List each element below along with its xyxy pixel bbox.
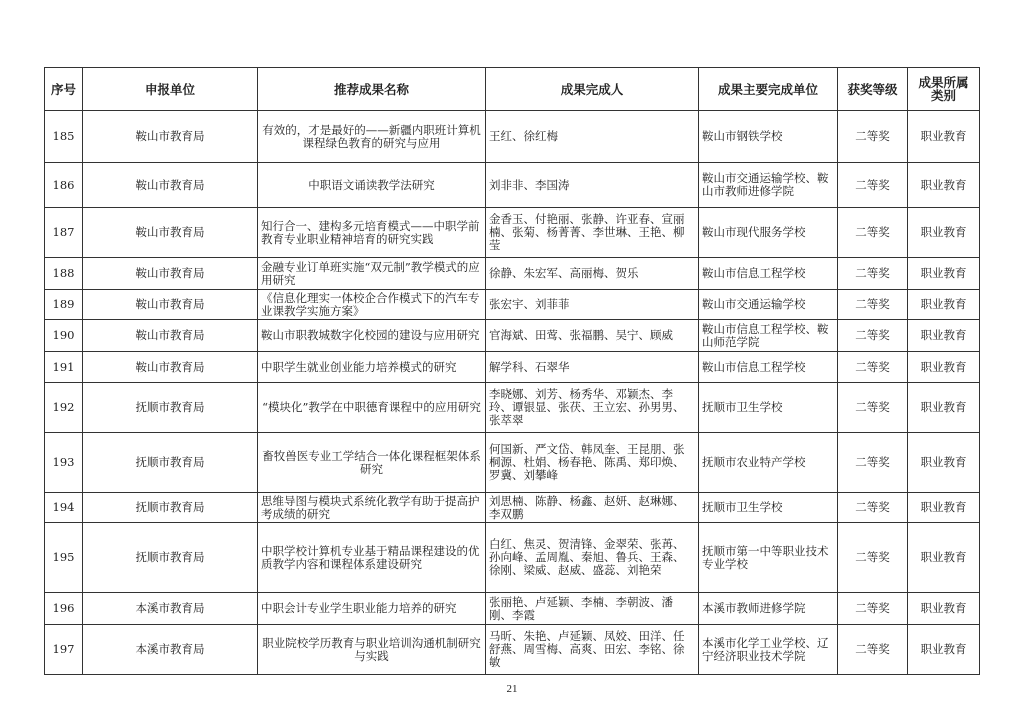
cell-no: 190 bbox=[45, 320, 83, 352]
awards-table bbox=[44, 67, 980, 675]
cell-type: 职业教育 bbox=[908, 320, 980, 352]
cell-level: 二等奖 bbox=[838, 290, 908, 320]
page-number: 21 bbox=[506, 683, 518, 695]
cell-unit: 抚顺市教育局 bbox=[83, 493, 258, 523]
cell-title: 知行合一、建构多元培育模式——中职学前教育专业职业精神培育的研究实践 bbox=[258, 208, 486, 258]
cell-no: 191 bbox=[45, 352, 83, 383]
cell-level: 二等奖 bbox=[838, 163, 908, 208]
cell-title: 鞍山市职教城数字化校园的建设与应用研究 bbox=[258, 320, 486, 352]
table-row bbox=[45, 383, 980, 433]
cell-people: 马昕、朱艳、卢延颖、凤姣、田洋、任舒燕、周雪梅、高爽、田宏、李铭、徐敏 bbox=[486, 625, 699, 675]
cell-title: “模块化”教学在中职德育课程中的应用研究 bbox=[258, 383, 486, 433]
cell-people: 解学科、石翠华 bbox=[486, 352, 699, 383]
header-people: 成果完成人 bbox=[486, 68, 699, 111]
cell-title: 《信息化理实一体校企合作模式下的汽车专业课教学实施方案》 bbox=[258, 290, 486, 320]
cell-people: 刘思楠、陈静、杨鑫、赵妍、赵琳娜、李双鹏 bbox=[486, 493, 699, 523]
cell-org: 抚顺市卫生学校 bbox=[699, 493, 838, 523]
cell-type: 职业教育 bbox=[908, 290, 980, 320]
cell-org: 抚顺市卫生学校 bbox=[699, 383, 838, 433]
cell-no: 197 bbox=[45, 625, 83, 675]
cell-people: 王红、徐红梅 bbox=[486, 111, 699, 163]
cell-title: 中职学生就业创业能力培养模式的研究 bbox=[258, 352, 486, 383]
cell-title: 中职会计专业学生职业能力培养的研究 bbox=[258, 593, 486, 625]
cell-people: 金香玉、付艳丽、张静、许亚春、宣丽楠、张菊、杨菁菁、李世琳、王艳、柳莹 bbox=[486, 208, 699, 258]
cell-org: 鞍山市交通运输学校 bbox=[699, 290, 838, 320]
cell-type: 职业教育 bbox=[908, 625, 980, 675]
cell-org: 鞍山市信息工程学校 bbox=[699, 258, 838, 290]
cell-no: 186 bbox=[45, 163, 83, 208]
cell-type: 职业教育 bbox=[908, 493, 980, 523]
cell-unit: 鞍山市教育局 bbox=[83, 290, 258, 320]
cell-level: 二等奖 bbox=[838, 493, 908, 523]
cell-level: 二等奖 bbox=[838, 352, 908, 383]
header-level: 获奖等级 bbox=[838, 68, 908, 111]
cell-type: 职业教育 bbox=[908, 383, 980, 433]
cell-people: 刘非非、李国涛 bbox=[486, 163, 699, 208]
cell-level: 二等奖 bbox=[838, 208, 908, 258]
cell-unit: 鞍山市教育局 bbox=[83, 320, 258, 352]
cell-type: 职业教育 bbox=[908, 258, 980, 290]
cell-unit: 鞍山市教育局 bbox=[83, 111, 258, 163]
cell-unit: 本溪市教育局 bbox=[83, 593, 258, 625]
cell-unit: 抚顺市教育局 bbox=[83, 433, 258, 493]
cell-level: 二等奖 bbox=[838, 320, 908, 352]
cell-type: 职业教育 bbox=[908, 111, 980, 163]
cell-type: 职业教育 bbox=[908, 593, 980, 625]
table-row bbox=[45, 208, 980, 258]
table-row bbox=[45, 352, 980, 383]
cell-type: 职业教育 bbox=[908, 208, 980, 258]
cell-title: 金融专业订单班实施“双元制”教学模式的应用研究 bbox=[258, 258, 486, 290]
cell-org: 抚顺市第一中等职业技术专业学校 bbox=[699, 523, 838, 593]
cell-unit: 鞍山市教育局 bbox=[83, 258, 258, 290]
cell-title: 职业院校学历教育与职业培训沟通机制研究与实践 bbox=[258, 625, 486, 675]
cell-no: 188 bbox=[45, 258, 83, 290]
header-unit: 申报单位 bbox=[83, 68, 258, 111]
table-row bbox=[45, 593, 980, 625]
cell-people: 李晓娜、刘芳、杨秀华、邓颖杰、李玲、谭银显、张茯、王立宏、孙男男、张萃翠 bbox=[486, 383, 699, 433]
cell-type: 职业教育 bbox=[908, 352, 980, 383]
cell-level: 二等奖 bbox=[838, 593, 908, 625]
cell-no: 195 bbox=[45, 523, 83, 593]
cell-org: 鞍山市交通运输学校、鞍山市教师进修学院 bbox=[699, 163, 838, 208]
cell-org: 鞍山市信息工程学校 bbox=[699, 352, 838, 383]
table-row bbox=[45, 290, 980, 320]
cell-unit: 鞍山市教育局 bbox=[83, 352, 258, 383]
cell-unit: 鞍山市教育局 bbox=[83, 163, 258, 208]
cell-unit: 抚顺市教育局 bbox=[83, 383, 258, 433]
cell-unit: 本溪市教育局 bbox=[83, 625, 258, 675]
cell-level: 二等奖 bbox=[838, 258, 908, 290]
table-row bbox=[45, 320, 980, 352]
cell-title: 思维导图与模块式系统化教学有助于提高护考成绩的研究 bbox=[258, 493, 486, 523]
cell-type: 职业教育 bbox=[908, 523, 980, 593]
cell-no: 185 bbox=[45, 111, 83, 163]
cell-unit: 抚顺市教育局 bbox=[83, 523, 258, 593]
cell-title: 中职学校计算机专业基于精品课程建设的优质教学内容和课程体系建设研究 bbox=[258, 523, 486, 593]
cell-people: 徐静、朱宏军、高丽梅、贺乐 bbox=[486, 258, 699, 290]
cell-no: 193 bbox=[45, 433, 83, 493]
cell-title: 畜牧兽医专业工学结合一体化课程框架体系研究 bbox=[258, 433, 486, 493]
header-org: 成果主要完成单位 bbox=[699, 68, 838, 111]
header-title: 推荐成果名称 bbox=[258, 68, 486, 111]
cell-level: 二等奖 bbox=[838, 625, 908, 675]
cell-level: 二等奖 bbox=[838, 523, 908, 593]
cell-title: 有效的，才是最好的——新疆内职班计算机课程绿色教育的研究与应用 bbox=[258, 111, 486, 163]
cell-no: 187 bbox=[45, 208, 83, 258]
cell-no: 194 bbox=[45, 493, 83, 523]
cell-level: 二等奖 bbox=[838, 383, 908, 433]
cell-org: 本溪市教师进修学院 bbox=[699, 593, 838, 625]
cell-people: 官海斌、田莺、张福鹏、吴宁、顾威 bbox=[486, 320, 699, 352]
cell-org: 鞍山市钢铁学校 bbox=[699, 111, 838, 163]
cell-org: 鞍山市现代服务学校 bbox=[699, 208, 838, 258]
cell-people: 白红、焦灵、贺清锋、金翠荣、张苒、孙向峰、孟周胤、秦旭、鲁兵、王森、徐刚、梁威、赵威、盛蕊、刘艳荣 bbox=[486, 523, 699, 593]
table-header-row bbox=[45, 68, 980, 111]
cell-org: 本溪市化学工业学校、辽宁经济职业技术学院 bbox=[699, 625, 838, 675]
cell-no: 192 bbox=[45, 383, 83, 433]
table-row bbox=[45, 433, 980, 493]
header-type: 成果所属类别 bbox=[908, 68, 980, 111]
cell-level: 二等奖 bbox=[838, 433, 908, 493]
cell-org: 鞍山市信息工程学校、鞍山师范学院 bbox=[699, 320, 838, 352]
cell-people: 何国新、严文岱、韩凤奎、王昆朋、张桐源、杜娟、杨春艳、陈禹、郑印焕、罗冀、刘攀峰 bbox=[486, 433, 699, 493]
cell-title: 中职语文诵读教学法研究 bbox=[258, 163, 486, 208]
header-no: 序号 bbox=[45, 68, 83, 111]
cell-people: 张宏宇、刘菲菲 bbox=[486, 290, 699, 320]
cell-people: 张丽艳、卢延颖、李楠、李朝波、潘刚、李霞 bbox=[486, 593, 699, 625]
table-row bbox=[45, 493, 980, 523]
cell-org: 抚顺市农业特产学校 bbox=[699, 433, 838, 493]
table-row bbox=[45, 523, 980, 593]
cell-no: 189 bbox=[45, 290, 83, 320]
table-row bbox=[45, 258, 980, 290]
cell-type: 职业教育 bbox=[908, 433, 980, 493]
table-row bbox=[45, 163, 980, 208]
table-row bbox=[45, 625, 980, 675]
cell-type: 职业教育 bbox=[908, 163, 980, 208]
cell-no: 196 bbox=[45, 593, 83, 625]
table-row bbox=[45, 111, 980, 163]
cell-unit: 鞍山市教育局 bbox=[83, 208, 258, 258]
cell-level: 二等奖 bbox=[838, 111, 908, 163]
